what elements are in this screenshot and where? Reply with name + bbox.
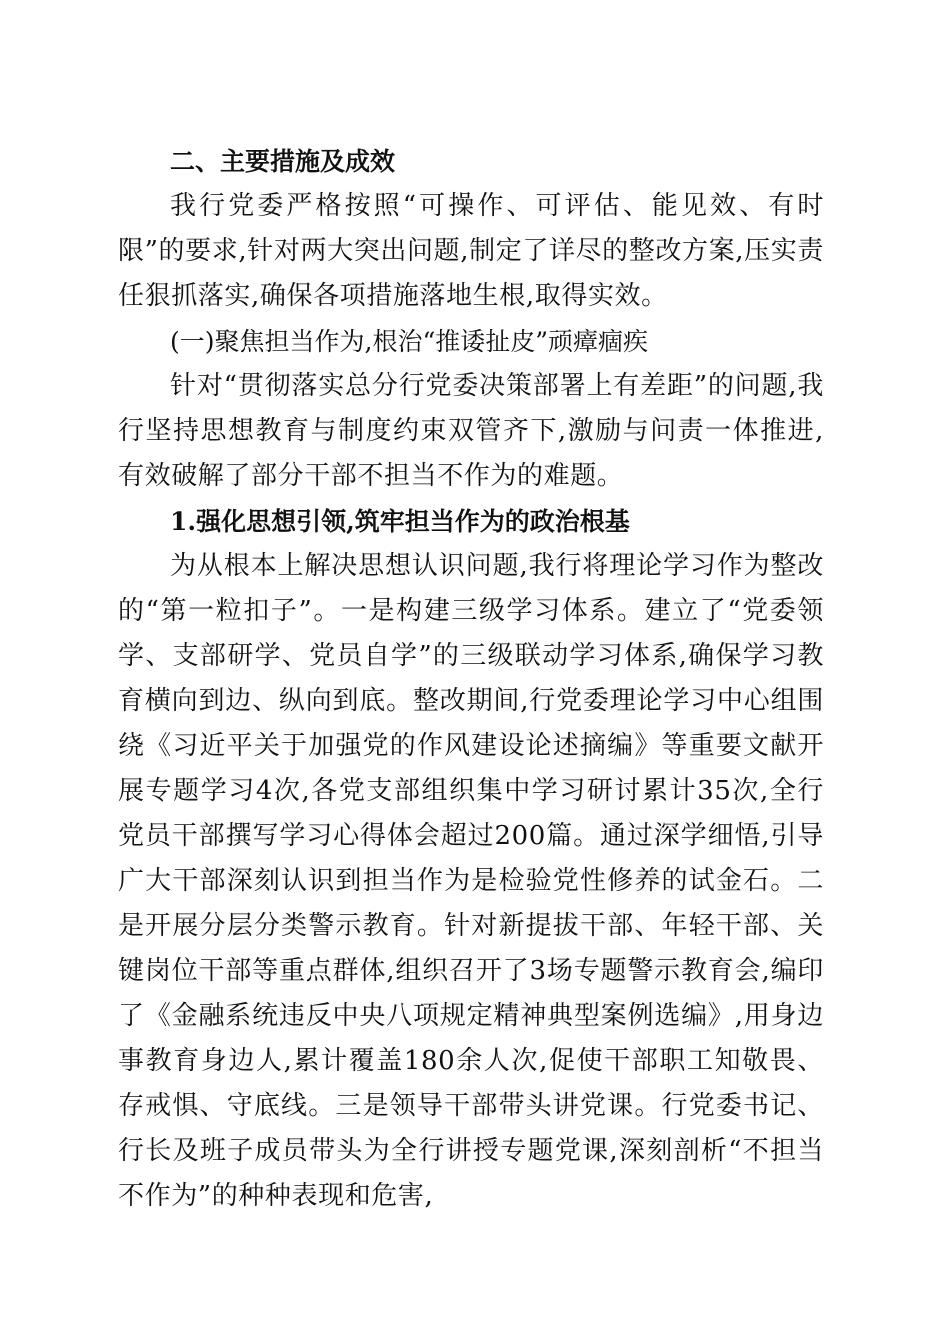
document-page: [118, 139, 824, 1219]
subsection-heading: (一)聚焦担当作为,根治“推诿扯皮”顽瘴痼疾: [170, 327, 649, 356]
section-heading: 二、主要措施及成效: [170, 147, 396, 176]
item-paragraph: 为从根本上解决思想认识问题,我行将理论学习作为整改的“第一粒扣子”。一是构建三级学习体系。建立了“党委领学、支部研学、党员自学”的三级联动学习体系,确保学习教育横向到边、纵向到底。整改期间,行党委理论学习中心组围绕《习近平关于加强党的作风建设论述摘编》等重要文献开展专题学习4次,各党支部组织集中学习研讨累计35次,全行党员干部撰写学习心得体会超过200篇。通过深学细悟,引导广大干部深刻认识到担当作为是检验党性修养的试金石。二是开展分层分类警示教育。针对新提拔干部、年轻干部、关键岗位干部等重点群体,组织召开了3场专题警示教育会,编印了《金融系统违反中央八项规定精神典型案例选编》,用身边事教育身边人,累计覆盖180余人次,促使干部职工知敬畏、存戒惧、守底线。三是领导干部带头讲党课。行党委书记、行长及班子成员带头为全行讲授专题党课,深刻剖析“不担当不作为”的种种表现和危害,: [118, 551, 824, 1211]
item-heading: 1.强化思想引领,筑牢担当作为的政治根基: [170, 507, 630, 536]
subsection-paragraph: 针对“贯彻落实总分行党委决策部署上有差距”的问题,我行坚持思想教育与制度约束双管齐下,激励与问责一体推进,有效破解了部分干部不担当不作为的难题。: [118, 371, 824, 491]
intro-paragraph: 我行党委严格按照“可操作、可评估、能见效、有时限”的要求,针对两大突出问题,制定了详尽的整改方案,压实责任狠抓落实,确保各项措施落地生根,取得实效。: [118, 191, 824, 311]
